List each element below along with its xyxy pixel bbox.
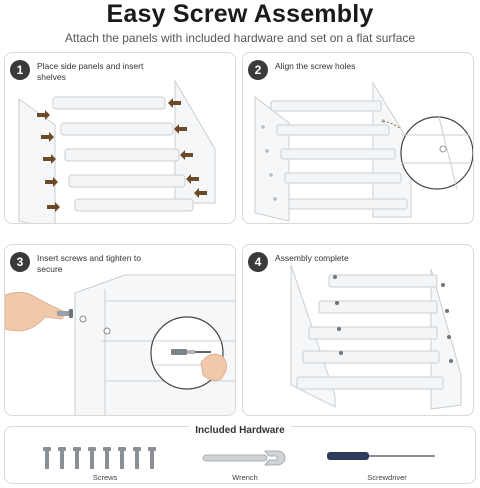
page-title: Easy Screw Assembly	[106, 0, 374, 28]
step-1-badge: 1	[10, 60, 30, 80]
step-4-illustration	[243, 245, 474, 416]
wrench-icon	[199, 449, 287, 467]
step-3-badge: 3	[10, 252, 30, 272]
screwdriver-icon	[325, 449, 437, 463]
step-4-panel	[242, 244, 474, 416]
step-2-text: Align the screw holes	[275, 61, 356, 71]
step-2-panel	[242, 52, 474, 224]
step-1-text: Place side panels and insert shelves	[37, 61, 144, 82]
step-4-badge: 4	[248, 252, 268, 272]
page-subtitle: Attach the panels with included hardware and set on a flat surface	[64, 31, 416, 45]
screws-illustration	[41, 445, 163, 473]
screwdriver-label: Screwdriver	[367, 473, 407, 482]
included-hardware-panel	[4, 426, 476, 484]
step-2-illustration	[243, 53, 474, 224]
step-4-text: Assembly complete	[275, 253, 349, 263]
step-3-text: Insert screws and tighten to secure	[37, 253, 141, 274]
step-3-panel	[4, 244, 236, 416]
wrench-label: Wrench	[232, 473, 258, 482]
screws-label: Screws	[92, 473, 118, 482]
step-2-badge: 2	[248, 60, 268, 80]
hardware-title: Included Hardware	[5, 420, 475, 438]
step-1-panel	[4, 52, 236, 224]
